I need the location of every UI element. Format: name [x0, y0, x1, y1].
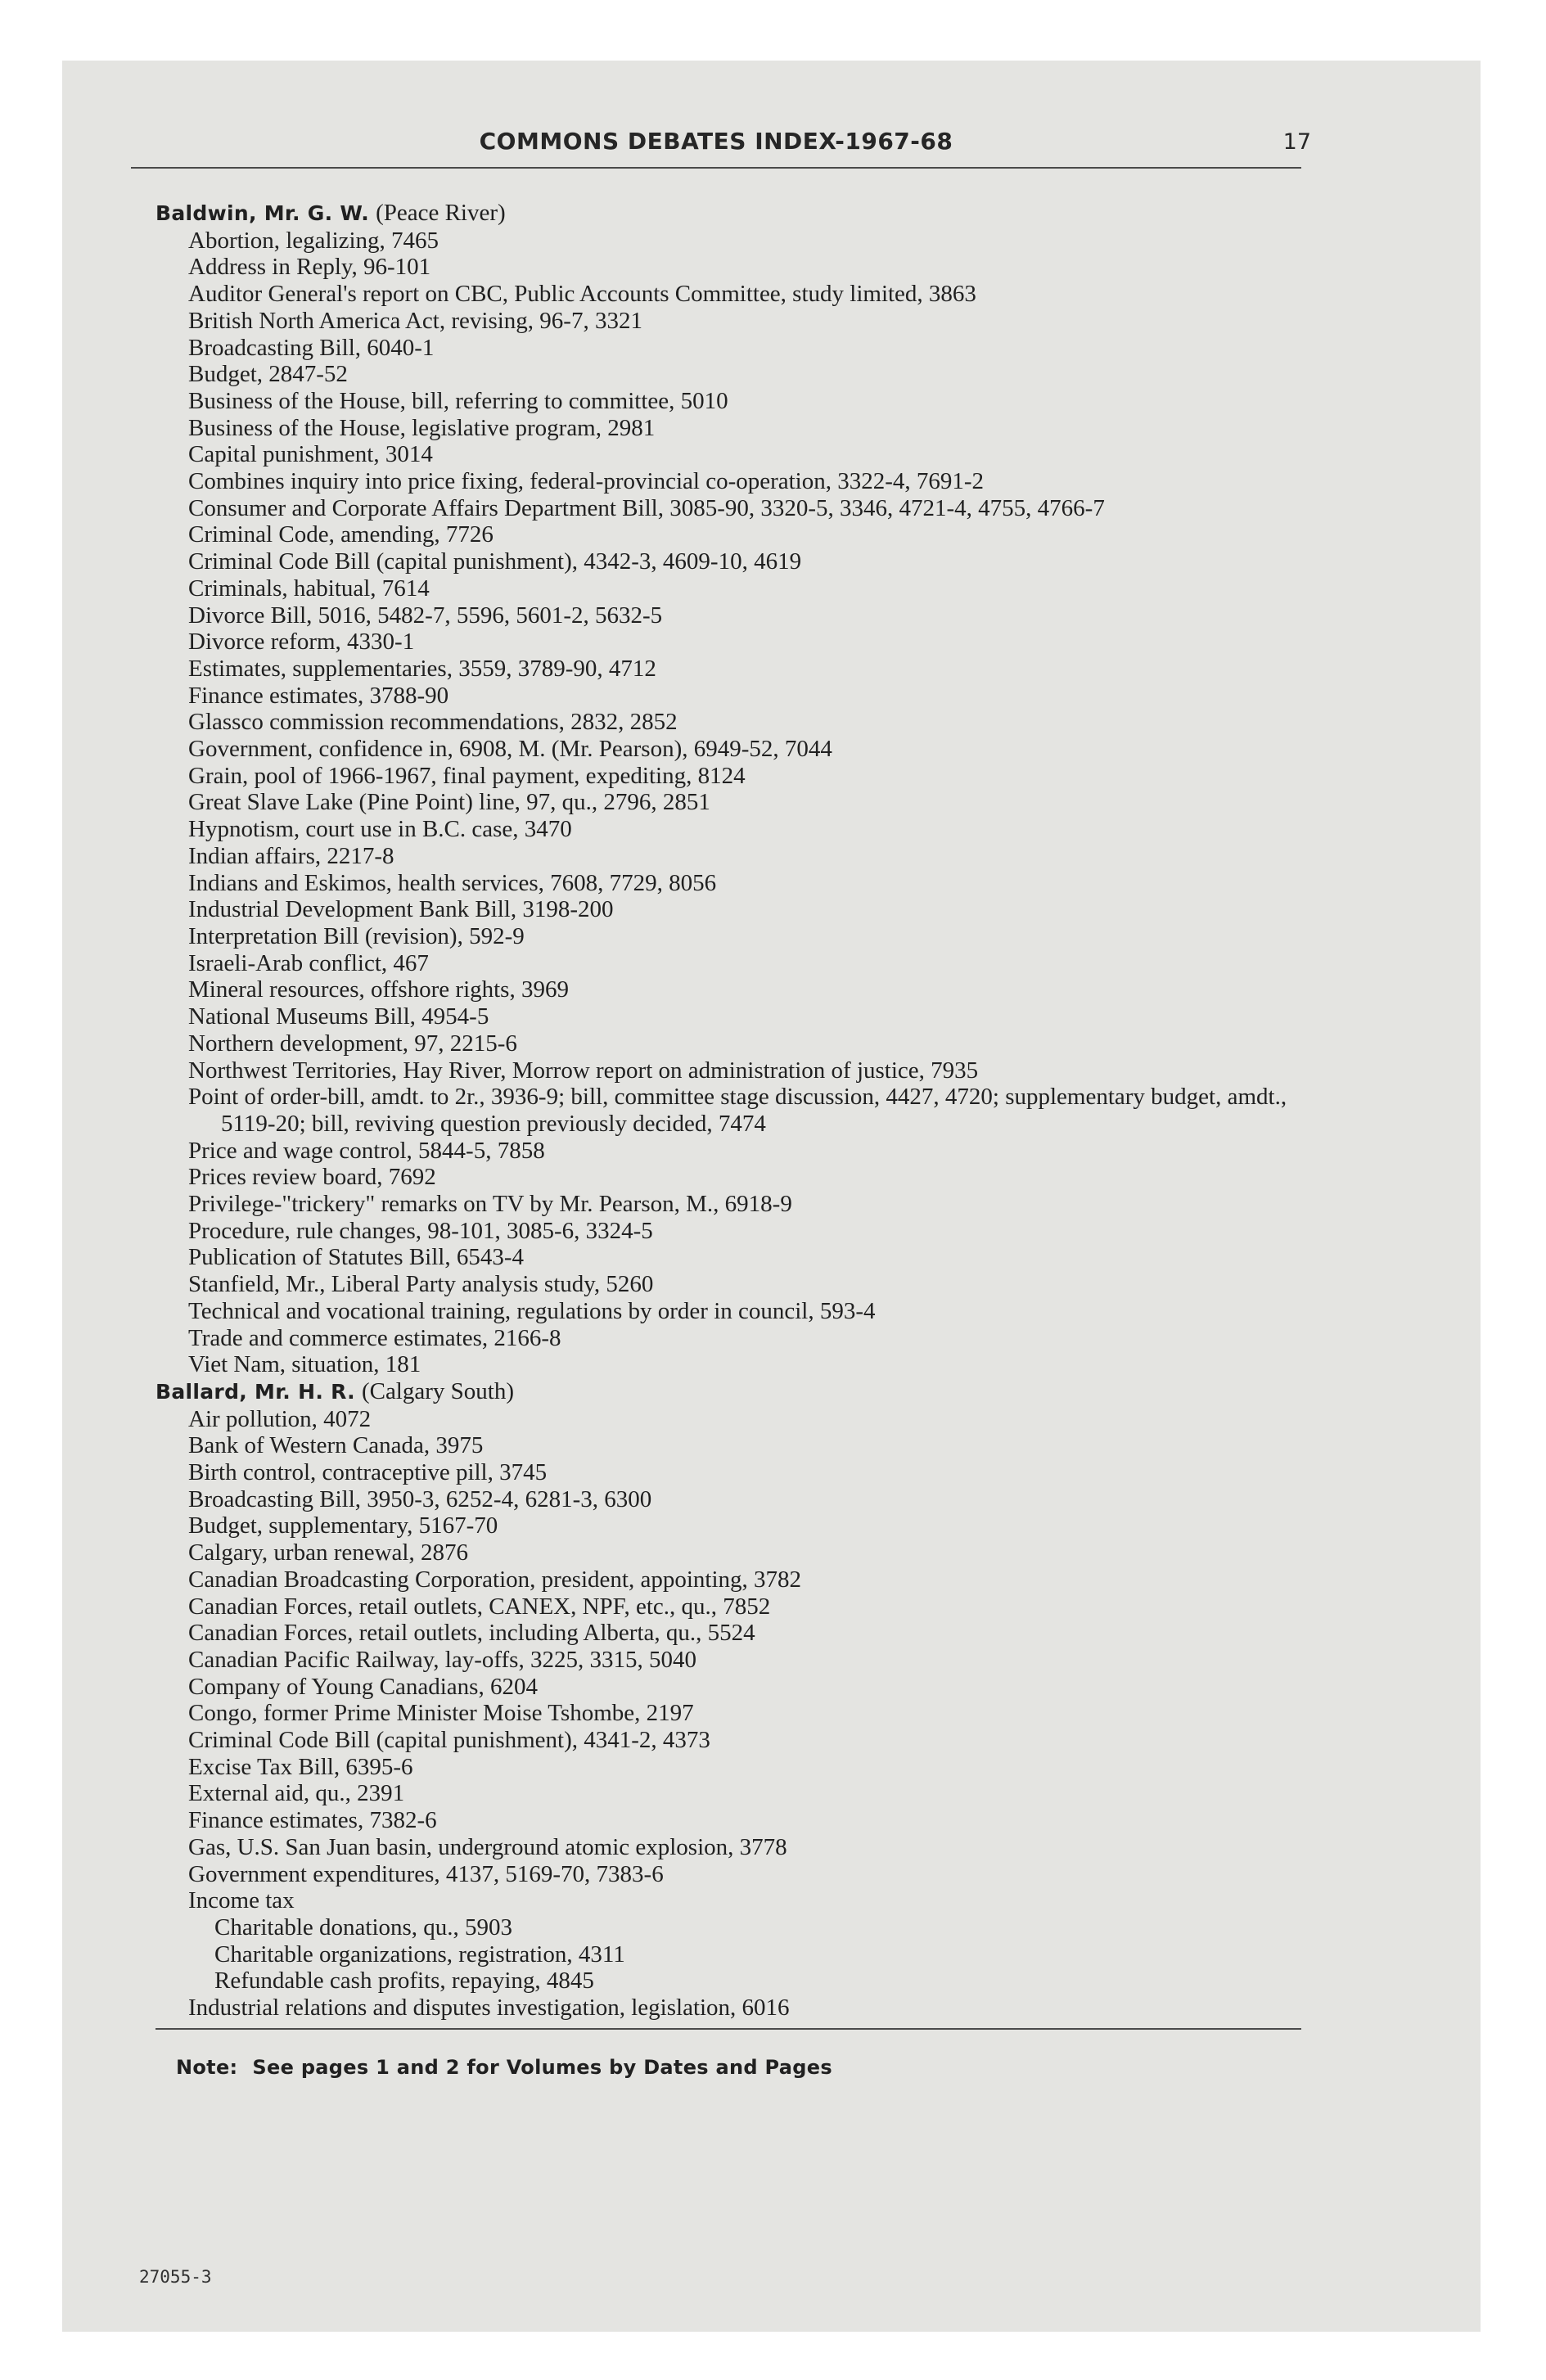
- index-entry: Canadian Pacific Railway, lay-offs, 3225, 3315, 5040: [188, 1646, 696, 1673]
- index-entry: Calgary, urban renewal, 2876: [188, 1539, 468, 1566]
- index-entries: [156, 200, 1301, 2022]
- index-entry: Budget, supplementary, 5167-70: [188, 1512, 498, 1539]
- index-entry: Finance estimates, 7382-6: [188, 1807, 437, 1834]
- index-entry: Government expenditures, 4137, 5169-70, 7383-6: [188, 1860, 664, 1887]
- index-entry: Abortion, legalizing, 7465: [188, 227, 439, 254]
- index-subentry: Charitable organizations, registration, 4311: [214, 1941, 625, 1968]
- index-entry: Viet Nam, situation, 181: [188, 1351, 421, 1378]
- member-block: [156, 200, 1301, 1378]
- index-entry: Birth control, contraceptive pill, 3745: [188, 1459, 548, 1486]
- index-entry: Canadian Forces, retail outlets, CANEX, NPF, etc., qu., 7852: [188, 1593, 771, 1620]
- index-subentry: Refundable cash profits, repaying, 4845: [214, 1968, 594, 1995]
- index-entry: Income tax: [188, 1887, 295, 1914]
- index-entry: Bank of Western Canada, 3975: [188, 1432, 484, 1459]
- index-subentry: Charitable donations, qu., 5903: [214, 1914, 513, 1941]
- index-entry: Interpretation Bill (revision), 592-9: [188, 922, 525, 949]
- index-entry: Criminals, habitual, 7614: [188, 575, 430, 602]
- index-entry: Criminal Code Bill (capital punishment), 4342-3, 4609-10, 4619: [188, 548, 802, 575]
- index-entry: Combines inquiry into price fixing, federal-provincial co-operation, 3322-4, 7691-2: [188, 468, 985, 495]
- index-entry: Broadcasting Bill, 6040-1: [188, 334, 435, 361]
- index-entry: Air pollution, 4072: [188, 1405, 372, 1432]
- index-entry: Northern development, 97, 2215-6: [188, 1030, 517, 1057]
- index-entry: Northwest Territories, Hay River, Morrow report on administration of justice, 7935: [188, 1057, 979, 1084]
- index-entry: Congo, former Prime Minister Moise Tshombe, 2197: [188, 1700, 694, 1727]
- index-entry: Glassco commission recommendations, 2832, 2852: [188, 709, 678, 736]
- index-entry: Address in Reply, 96-101: [188, 254, 431, 281]
- index-entry: Industrial relations and disputes investigation, legislation, 6016: [188, 1995, 790, 2022]
- index-entry: Canadian Broadcasting Corporation, president, appointing, 3782: [188, 1566, 802, 1593]
- index-entry: Point of order-bill, amdt. to 2r., 3936-9; bill, committee stage discussion, 4427, 4720; supplementary budget, amdt., 5119-20; bill, reviving question previously decided, 7474: [188, 1084, 1287, 1137]
- footer-rule: [156, 2028, 1301, 2030]
- note-label: Note:: [176, 2056, 238, 2079]
- footnote: [176, 2056, 832, 2079]
- running-title: COMMONS DEBATES INDEX-1967-68: [479, 128, 953, 155]
- page-number: 17: [1282, 129, 1311, 155]
- index-entry: National Museums Bill, 4954-5: [188, 1003, 489, 1030]
- index-entry: Business of the House, legislative program, 2981: [188, 414, 656, 441]
- header-rule: [131, 167, 1301, 169]
- index-entry: Canadian Forces, retail outlets, including Alberta, qu., 5524: [188, 1620, 755, 1647]
- index-entry: Indian affairs, 2217-8: [188, 842, 394, 869]
- index-entry: Hypnotism, court use in B.C. case, 3470: [188, 816, 572, 843]
- index-entry: Stanfield, Mr., Liberal Party analysis study, 5260: [188, 1271, 654, 1298]
- printer-signature: 27055-3: [139, 2267, 212, 2287]
- index-entry: Israeli-Arab conflict, 467: [188, 949, 429, 976]
- member-block: [156, 1378, 1301, 2022]
- index-entry: Indians and Eskimos, health services, 7608, 7729, 8056: [188, 869, 717, 896]
- index-entry: Divorce reform, 4330-1: [188, 629, 415, 656]
- index-entry: Publication of Statutes Bill, 6543-4: [188, 1244, 525, 1271]
- index-entry: Prices review board, 7692: [188, 1164, 436, 1191]
- index-entry: Grain, pool of 1966-1967, final payment, expediting, 8124: [188, 762, 746, 789]
- index-entry: Consumer and Corporate Affairs Department Bill, 3085-90, 3320-5, 3346, 4721-4, 4755, 4766-7: [188, 494, 1105, 521]
- index-entry: External aid, qu., 2391: [188, 1780, 405, 1807]
- index-entry: Excise Tax Bill, 6395-6: [188, 1753, 413, 1780]
- member-heading: [156, 1378, 1301, 1406]
- note-text: See pages 1 and 2 for Volumes by Dates and Pages: [252, 2056, 832, 2079]
- index-entry: Gas, U.S. San Juan basin, underground atomic explosion, 3778: [188, 1833, 787, 1860]
- index-entry: Finance estimates, 3788-90: [188, 682, 449, 709]
- index-entry: Divorce Bill, 5016, 5482-7, 5596, 5601-2, 5632-5: [188, 602, 663, 629]
- index-entry: Criminal Code Bill (capital punishment), 4341-2, 4373: [188, 1727, 710, 1754]
- index-entry: Privilege-"trickery" remarks on TV by Mr. Pearson, M., 6918-9: [188, 1191, 792, 1218]
- index-entry: British North America Act, revising, 96-7, 3321: [188, 307, 642, 334]
- index-entry: Great Slave Lake (Pine Point) line, 97, qu., 2796, 2851: [188, 789, 710, 816]
- index-entry: Technical and vocational training, regulations by order in council, 593-4: [188, 1297, 876, 1324]
- index-entry: Business of the House, bill, referring to committee, 5010: [188, 387, 728, 414]
- index-entry: Criminal Code, amending, 7726: [188, 521, 494, 548]
- index-entry: Estimates, supplementaries, 3559, 3789-90, 4712: [188, 655, 656, 682]
- index-entry: Company of Young Canadians, 6204: [188, 1673, 538, 1700]
- member-name: Baldwin, Mr. G. W.: [156, 201, 370, 225]
- index-entry: Mineral resources, offshore rights, 3969: [188, 976, 569, 1003]
- index-entry: Government, confidence in, 6908, M. (Mr. Pearson), 6949-52, 7044: [188, 736, 832, 763]
- member-heading: [156, 200, 1301, 228]
- index-entry: Auditor General's report on CBC, Public Accounts Committee, study limited, 3863: [188, 281, 976, 308]
- page-header: [131, 128, 1311, 162]
- index-entry: Industrial Development Bank Bill, 3198-200: [188, 896, 614, 923]
- index-entry: Budget, 2847-52: [188, 361, 348, 388]
- index-entry: Price and wage control, 5844-5, 7858: [188, 1137, 545, 1164]
- index-entry: Procedure, rule changes, 98-101, 3085-6, 3324-5: [188, 1217, 653, 1244]
- member-riding: (Calgary South): [361, 1377, 514, 1404]
- index-entry: Trade and commerce estimates, 2166-8: [188, 1324, 561, 1351]
- member-name: Ballard, Mr. H. R.: [156, 1379, 355, 1404]
- member-riding: (Peace River): [376, 200, 506, 226]
- index-entry: Capital punishment, 3014: [188, 441, 433, 468]
- index-entry: Broadcasting Bill, 3950-3, 6252-4, 6281-3, 6300: [188, 1485, 652, 1512]
